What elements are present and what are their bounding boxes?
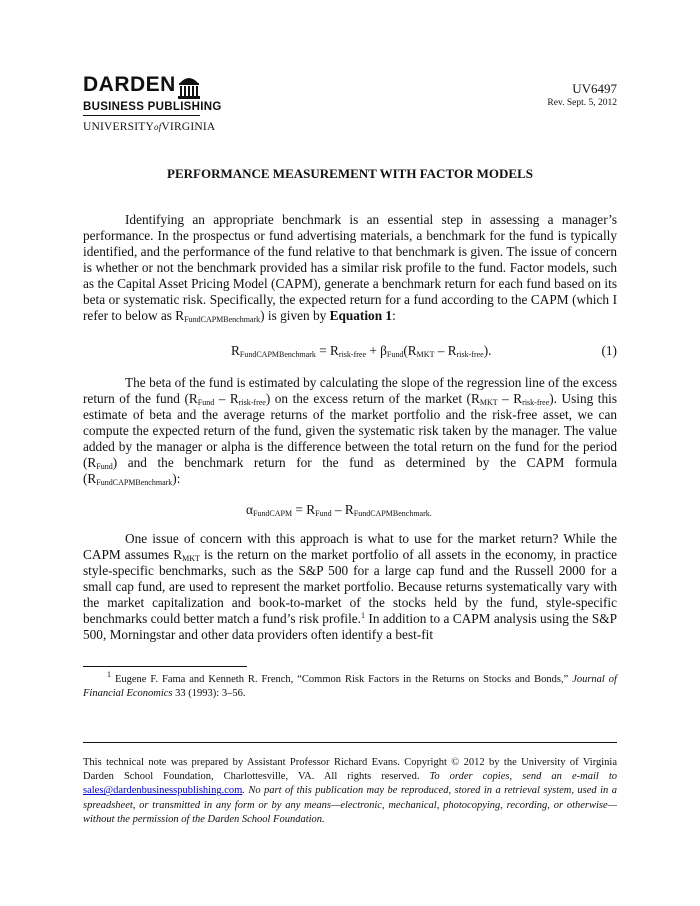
revision-date: Rev. Sept. 5, 2012 [547, 98, 617, 108]
order-email-link[interactable]: sales@dardenbusinesspublishing.com [83, 785, 243, 797]
copyright-notice: This technical note was prepared by Assistant Professor Richard Evans. Copyright © 2012 by the University of Virginia Darden School Foundation, Charlottesville, VA. All rights reserved. To order copies, send an e-mail to sales@dardenbusinesspublishing.com. No part of this publication may be reproduced, stored in a retrieval system, used in a spreadsheet, or transmitted in any form or by any means—electronic, mechanical, photocopying, recording, or otherwise—without the permission of the Darden School Foundation. [83, 757, 617, 825]
footnote-divider [83, 666, 247, 667]
logo-business-publishing: BUSINESS PUBLISHING [83, 101, 222, 113]
footnote-reference: 1 [361, 611, 366, 620]
notice-divider [83, 742, 617, 743]
logo-darden: DARDEN [83, 73, 176, 96]
equation-number: (1) [601, 343, 617, 358]
paragraph-market-return: One issue of concern with this approach is what to use for the market return? While the CAPM assumes $R_{MKT}$ is the return on the market portfolio of all assets in the economy, in practice style-specific benchmarks, such as the S&P 500 for a large cap fund and the Russell 2000 for a small cap fund, are used to represent the market portfolio. Because returns systematically vary with the market capitalization and book-to-market of the stocks held by the fund, style-specific benchmarks could better match a fund’s risk profile.$^1$ In addition to a CAPM analysis using the S&P 500, Morningstar and other data providers often identify a best-fit [83, 531, 618, 642]
logo-divider [83, 115, 200, 116]
equation-alpha: $\alpha_{FundCAPM} = R_{Fund} - R_{FundCAPMBenchmark.}$ [246, 502, 432, 518]
document-code: UV6497 [572, 81, 617, 96]
equation-1: $R_{FundCAPMBenchmark} = R_{risk-free} + \beta_{Fund}(R_{MKT} - R_{risk-free})$. [231, 343, 492, 359]
paragraph-beta: The beta of the fund is estimated by calculating the slope of the regression line of the excess return of the fund $(R_{Fund} - R_{risk-free})$ on the excess return of the market $(R_{MKT} - R_{risk-free})$. Using this estimate of beta and the average returns of the market portfolio and the risk-free asset, we can compute the expected return of the fund, given the systematic risk taken by the manager. The value added by the manager or alpha is the difference between the total return on the fund for the period $(R_{Fund})$ and the benchmark return for the fund as determined by the CAPM formula $(R_{FundCAPMBenchmark})$: [83, 375, 617, 487]
rotunda-icon [178, 73, 200, 100]
equation-reference: Equation 1 [329, 308, 393, 323]
footnote: $^1$ Eugene F. Fama and Kenneth R. French, “Common Risk Factors in the Returns on Stocks and Bonds,” Journal of Financial Economics 33 (1993): 3–56. [83, 670, 617, 699]
page-title: PERFORMANCE MEASUREMENT WITH FACTOR MODELS [167, 166, 533, 181]
logo-uva: UNIVERSITYofVIRGINIA [83, 121, 216, 133]
paragraph-intro: Identifying an appropriate benchmark is an essential step in assessing a manager’s performance. In the prospectus or fund advertising materials, a benchmark for the fund is typically identified, and the performance of the fund relative to that benchmark is given. The issue of concern is whether or not the benchmark provided has a similar risk profile to the fund. Factor models, such as the Capital Asset Pricing Model (CAPM), generate a benchmark return for each fund based on its beta or systematic risk. Specifically, the expected return for a fund according to the CAPM (which I refer to below as $R_{FundCAPMBenchmark}$) is given by Equation 1: [83, 212, 617, 324]
